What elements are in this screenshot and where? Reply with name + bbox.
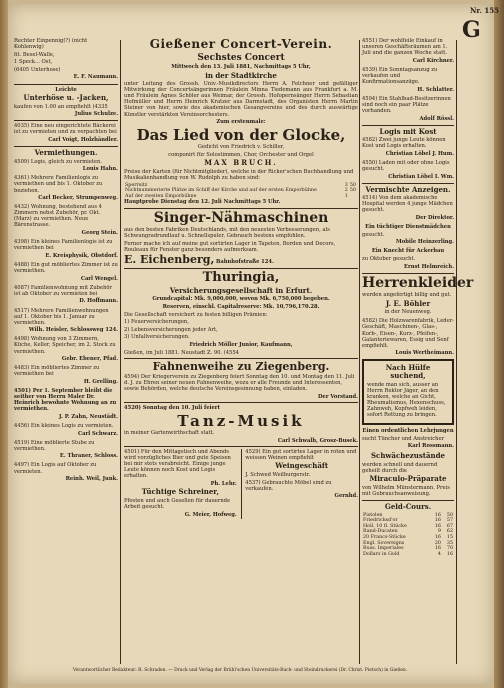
ad-underwear: Leichte Unterhöse u. -Jacken, kaufen von 1.00 an empfiehlt (4335 Julius Schulze. (14, 86, 118, 118)
ad-block: 4514) Von dem akademische Hospital werden 4 junge Mädchen gesucht. Der Direktor. (362, 195, 454, 221)
ad-rental: 4519) Eine möblierte Stube zu vermiethen. E. Thraner, Schloss. (14, 439, 118, 460)
table-row: Holl. 10 fl. Stücke 16 67 (363, 523, 453, 529)
concert-title: Gießener Concert-Verein. (149, 37, 333, 51)
ad-clothing: Herrenkleider werden angefertigt billig und gut. J. E. Böhler in der Neuenweg. (362, 274, 474, 316)
ad-block: 4594) Ein Stahlbad-Besitzerinnen sind noch ein paar Plätze vorhanden. Adolf Rössl. (362, 95, 454, 122)
ad-rental: 4501) Per 1. September bleibt die seither von Herrn Maler Dr. Heinrich bewohnte Wohnung an zu vermiethen. J. P. Zahn, Neustädt. (14, 388, 118, 420)
left-column (14, 38, 118, 668)
table-row: 20 Francs-Stücke 16 15 (363, 534, 453, 540)
ad-block: 4582) Die Holzwarenfabrik, Leder-Geschäft, Maschinen-, Glas-, Korb-, Eisen-, Kurz-, Pfeifen-, Galanteriewaren, Essig und Senf empfiehlt. Louis Wertheimann. (362, 318, 454, 357)
column-rule (456, 40, 457, 664)
ad-rental: 4432) Wohnung, bestehend aus 4 Zimmern nebst Zubehör, pr. Okt. (Marz) zu vermiethen. Neue Bärenstrasse. Georg Stein. (14, 204, 118, 237)
table-row: Pistolen 16 50 (363, 512, 453, 518)
section-heading: Geld-Cours. (384, 502, 432, 512)
ad-rental: 4488) Ein gut möbliertes Zimmer ist zu vermiethen. Carl Wengel. (14, 261, 118, 282)
ad-rental: 4087) Familienwohnung mit Zubehör ist ab Oktober zu vermieten bei D. Hoffmann. (14, 284, 118, 305)
ad-block: 4539) Ein Sonntagsanzug zu verkaufen und Konfirmationsanzüge. H. Schlatter. (362, 66, 454, 93)
ad-block: Schwächezustände werden schnell und dauernd geheilt durch die Miraculo-Präparate von Wilhelm Münstermann. Preis mit Gebrauchsanweisung. (362, 451, 450, 497)
sewing-machine-ad: Singer-Nähmaschinen aus den besten Fabriken Deutschlands, mit den neuesten Verbesserungen, als Schwungradrundlauf u. Schnellspuler, Gebrauch bestens empfohlen. Ferner mache ich auf meine gut sortirten Lager in Tapeten, Borden und Decors, Rouleaux für Fenster ganz besonders aufmerksam. E. Eichenberg, Bahnhofstraße 124. (124, 211, 358, 267)
ad-block: Logis mit Kost 4582) Zwei junge Leute können Kost und Logis erhalten. Christian Löbel J. Hum. (362, 126, 454, 157)
middle-column (124, 38, 358, 664)
price-table (124, 183, 358, 200)
ad-rental: 4517) Mehrere Familienwohnungen auf 1. Oktober bis 1. Januar zu vermiethen. Wilh. Heisler, Schlossweg 124. (14, 307, 118, 334)
table-row: Rand-Ducaten 9 62 (363, 529, 453, 535)
ad-block: 4550) Laden mit oder ohne Logis gesucht. Christian Löbel I. Wm. (362, 159, 454, 180)
ad-block: Einen ordentlichen Lehrjungen sucht Tüncher und Anstreicher Karl Rossmann. (362, 427, 454, 450)
ad-rental: 4483) Ein möbliertes Zimmer zu vermiethen bei H. Grelling. (14, 365, 118, 385)
column-rule (120, 40, 121, 664)
ad-rental: 4509) Logis, gleich zu vermieten. Louis Hahn. (14, 158, 118, 173)
table-row: Auf der zweiten Emporbühne 1 (125, 193, 348, 199)
dance-music-ad: 4520) Sonntag den 10. Juli feiert Tanz-Musik in meiner Gartenwirthschaft statt. Carl Schwalb, Grosz-Busek. (124, 405, 358, 444)
right-column (362, 38, 474, 668)
table-row: Nichtnummerierte Plätze im Schiff der Kirche und auf der ersten Emporbühne 2 50 (125, 188, 356, 194)
section-heading: Vermischte Anzeigen. (365, 184, 451, 194)
sewing-title: Singer-Nähmaschinen (153, 209, 329, 226)
composer: MAX BRUCH. (204, 158, 278, 168)
ad-bakery: 4035) Eine neu eingerichtete Bäckerei ist zu vermieten und zu verpachten bei Carl Voigt, Holzhändler. (14, 123, 118, 144)
exchange-rates-table (362, 513, 454, 558)
table-row: Russ. Imperiales 16 70 (363, 546, 453, 552)
work-title: Das Lied von der Glocke, (136, 125, 346, 144)
bottom-ads (124, 449, 358, 519)
flag-consecration-ad: Fahnenweihe zu Ziegenberg. 4594) Der Kriegerverein zu Ziegenberg feiert Sonntag den 10. und Montag den 11. Juli d. J. zu Ehren seiner neuen Fahnenweihe, wozu er alle Freunde und Interessenten, sowie Behörden, welche deutsche Vereinsgesinnung haben, einladen. Der Vorstand. (124, 359, 358, 400)
ad-block: Ein Knecht für Ackerbau zu Oktober gesucht. Ernst Helmreich. (362, 248, 454, 270)
table-row: Sperrsitz 3 50 (125, 182, 356, 188)
book-spine (0, 0, 8, 688)
table-row: Engl. Sovereigns 20 35 (363, 540, 453, 546)
section-heading: Vermiethungen. (34, 148, 98, 158)
ad-rental: 4498) Wohnung von 3 Zimmern, Küche, Keller, Speicher, im 2. Stock zu vermiethen. Gebr. Ebener, Pfad. (14, 336, 118, 363)
concert-subtitle: Sechstes Concert (197, 52, 285, 63)
table-row: Friedrichsd'or 16 57 (363, 518, 453, 524)
issue-number: Nr. 155 (470, 6, 499, 15)
ad-rental: 4398) Ein kleines Familienlogis ist zu vermiethen bei E. Kreisphysik, Obstdorf. (14, 239, 118, 259)
masthead-fragment: G (462, 17, 481, 43)
ad-rental: 4456) Ein kleines Logis zu vermieten. Carl Schwarz. (14, 423, 118, 437)
ad-rental: 4497) Ein Logis auf Oktober zu vermieten. Reinh. Weil, Junk. (14, 462, 118, 483)
ad-wine: 4529) Ein gut sortirtes Lager in roten und weissen Weinen empfiehlt Weingeschäft J. Schwed Weilburgerstr. 4537) Gebrauchte Möbel sind zu verkaufen. Gernhd. (245, 448, 358, 500)
ad-rental: 4361) Mehrere Familienlogis zu vermiethen und bis 1. Oktober zu beziehen. Carl Becker, Strumpenweg. (14, 175, 118, 202)
page-footer: Verantwortlicher Redakteur: R. Schraden. — Druck und Verlag der Brühl'schen Universitäts-Buch- und Steindruckerei (Dr. Christ. Pietsch) in Gießen. (72, 668, 408, 673)
ad-lunch: 4501) Für den Mittagstisch und Abends wird vorzügliches Bier und gute Speisen bei mir stets verabreicht. Einige junge Leute können noch Kost und Logis erhalten. Ph. Lehr. Tüchtige Schreiner, Pfosten und auch Gesellen für dauernde Arbeit gesucht. G. Meier, Hofweg. (124, 448, 237, 518)
insurance-title: Thuringia, (202, 270, 280, 286)
page-edge (494, 0, 504, 688)
concert-ad: Gießener Concert-Verein. Sechstes Concert Mittwoch den 13. Juli 1881, Nachmittags 5 Uhr, in der Stadtkirche unter Leitung des Grossh. Univ.-Musikdirectors Herrn A. Felchner und gefälliger Mitwirkung der Concertsängerinnen Fräulein Minna Tiedemann aus Frankfurt a. M. und Fräulein Agnes Schöler aus Weimar, der Grossh. Hofopernsänger Herrn Sebastian Hofmüller und Herrn Heinrich Kratzer aus Darmstadt, des Organisten Herrn Martin Steiner von hier, sowie des akademischen Gesangvereins und des durch auswärtige Künstler verstärkten Vereinsorchesters. Zum erstenmale: Das Lied von der Glocke, Gedicht von Friedrich v. Schiller, componirt für Solostimmen, Chor, Orchester und Orgel MAX BRUCH. Preise der Karten (für Nichtmitglieder), welche in der Ricker'schen Buchhandlung und Musikalienhandlung von W. Rudolph zu haben sind: Sperrsitz 3 50 Nichtnummerierte Plätze im Schiff der Kirche und auf der ersten Emporbühne 2 50 Auf der zweiten Emporbühne 1 Hauptprobe Dienstag den 12. Juli Nachmittags 5 Uhr. (124, 37, 358, 206)
insurance-ad: Thuringia, Versicherungsgesellschaft in Erfurt. Grundcapital: Mk. 9,000,000, wovon Mk. 6,750,000 begeben. Reserven, einschl. Capitalreserve: Mk. 10,796,170.28. Die Gesellschaft versichert zu festen billigen Prämien: 1) Feuerversicherungen, 2) Lebensversicherungen jeder Art, 3) Unfallversicherungen. Friedrich Möller Junior, Kaufmann, Gießen, im Juli 1881. Neustadt Z. 90. (4554 (124, 271, 358, 355)
column-rule (359, 40, 360, 664)
ad-boxed: Nach Hülfe suchend, wende man sich, ausser an Herrn Rektor Jäger, an den kranken, welche an Gicht, Rheumatismus, Hexenschuss, Zahnweh, Kopfweh leiden, sofort Rettung zu bringen. (362, 359, 454, 425)
table-row: Dollars in Gold 4 16 (363, 551, 453, 557)
ad-block: Ein tüchtiger Dienstmädchen gesucht. Mobile Heinzerling. (362, 224, 454, 246)
ad-block: Rechter Einpennig(?) (nicht Kohlenwig) fit. Besel-Walle, 1 Speck... Ost, (6405 Unterhose) E. F. Naumann. (14, 38, 118, 81)
ad-block: 4551) Der wohlfeile Einkauf in unseren Geschäftsräumen am 1. Juli und die ganzen Woche statt. Carl Kirchner. (362, 38, 454, 64)
